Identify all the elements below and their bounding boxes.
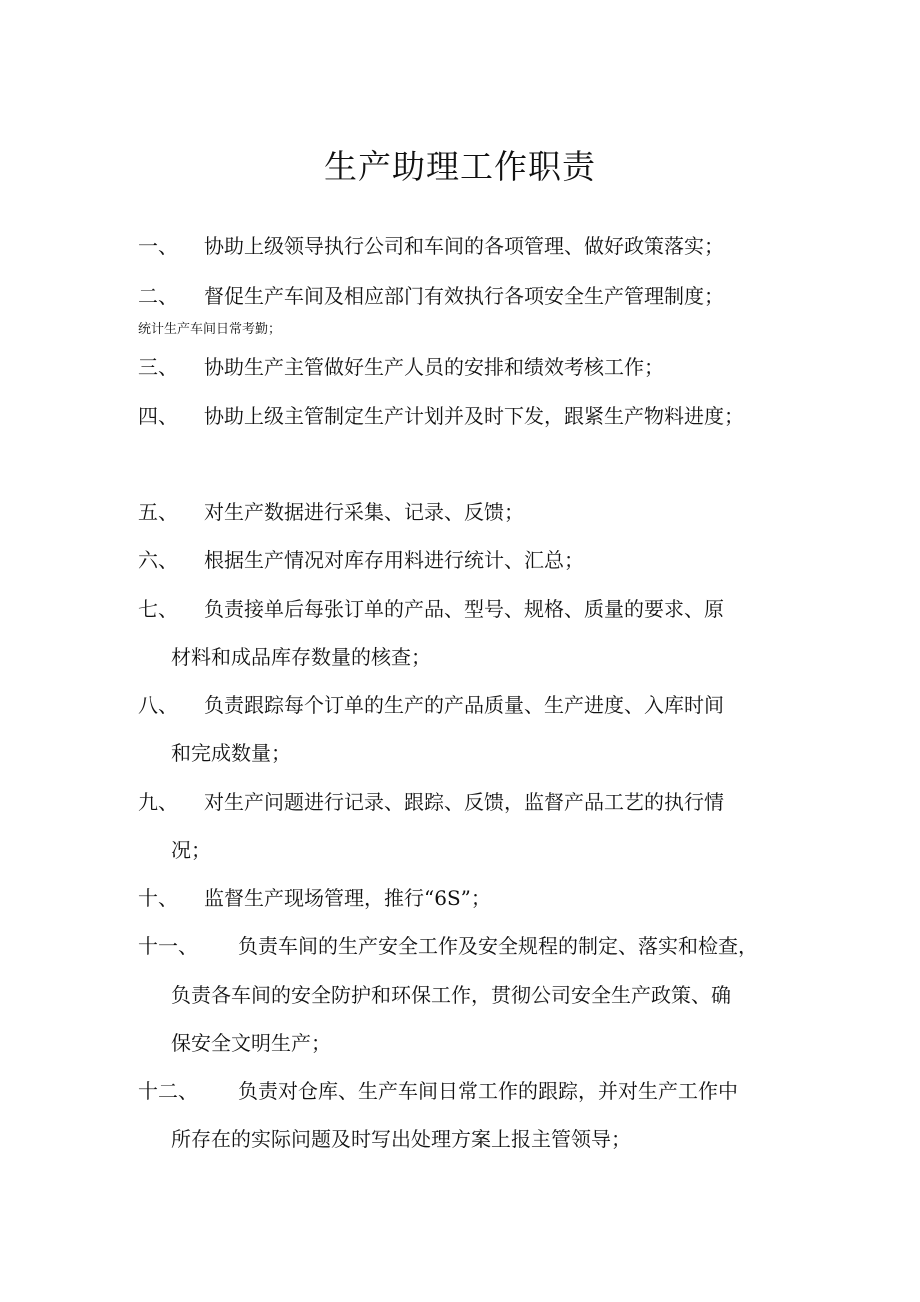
item-number: 七、 — [138, 597, 178, 621]
item-7-continuation: 材料和成品库存数量的核查； — [171, 645, 431, 669]
item-number: 八、 — [138, 693, 178, 717]
item-number: 四、 — [138, 404, 178, 428]
document-title: 生产助理工作职责 — [324, 147, 596, 186]
item-text: 负责车间的生产安全工作及安全规程的制定、落实和检查， — [238, 934, 758, 958]
item-text: 根据生产情况对库存用料进行统计、汇总； — [204, 548, 584, 572]
item-number: 六、 — [138, 548, 178, 572]
item-text: 协助生产主管做好生产人员的安排和绩效考核工作； — [204, 355, 664, 379]
item-text: 负责对仓库、生产车间日常工作的跟踪，并对生产工作中 — [238, 1079, 738, 1103]
item-text: 对生产数据进行采集、记录、反馈； — [204, 500, 524, 524]
item-text: 负责跟踪每个订单的生产的产品质量、生产进度、入库时间 — [204, 693, 724, 717]
item-9-continuation: 况； — [171, 838, 211, 862]
item-number: 十二、 — [138, 1079, 198, 1103]
item-number: 五、 — [138, 500, 178, 524]
item-2-note: 统计生产车间日常考勤； — [138, 322, 282, 337]
item-number: 二、 — [138, 284, 178, 308]
item-text: 督促生产车间及相应部门有效执行各项安全生产管理制度； — [204, 284, 724, 308]
item-text: 协助上级领导执行公司和车间的各项管理、做好政策落实； — [204, 234, 724, 258]
item-number: 一、 — [138, 234, 178, 258]
item-number: 十一、 — [138, 934, 198, 958]
item-text: 协助上级主管制定生产计划并及时下发，跟紧生产物料进度； — [204, 404, 744, 428]
item-number: 十、 — [138, 886, 178, 910]
item-text: 对生产问题进行记录、跟踪、反馈，监督产品工艺的执行情 — [204, 790, 724, 814]
item-8-continuation: 和完成数量； — [171, 741, 291, 765]
item-text: 监督生产现场管理，推行“6S”； — [204, 886, 491, 910]
item-text: 负责接单后每张订单的产品、型号、规格、质量的要求、原 — [204, 597, 724, 621]
item-number: 九、 — [138, 790, 178, 814]
item-12-continuation: 所存在的实际问题及时写出处理方案上报主管领导； — [171, 1127, 631, 1151]
item-number: 三、 — [138, 355, 178, 379]
item-11-continuation-2: 保安全文明生产； — [171, 1031, 331, 1055]
item-11-continuation-1: 负责各车间的安全防护和环保工作，贯彻公司安全生产政策、确 — [171, 983, 731, 1007]
